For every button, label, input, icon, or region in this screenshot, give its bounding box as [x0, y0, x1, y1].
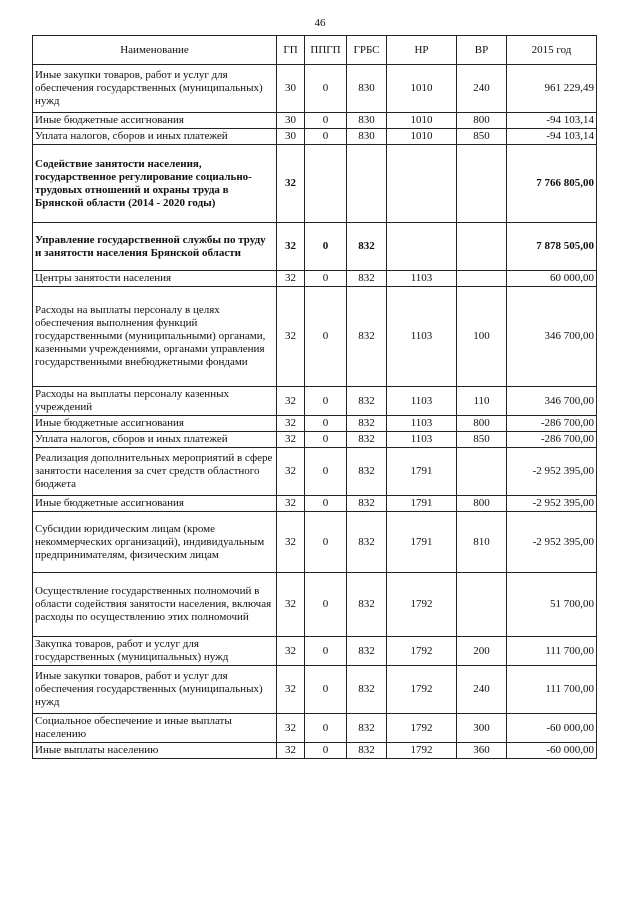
- row-name: Иные закупки товаров, работ и услуг для обеспечения государственных (муниципальных) нужд: [33, 65, 277, 113]
- row-amount: 961 229,49: [507, 65, 597, 113]
- row-pgp: 0: [305, 496, 347, 512]
- row-grbs: 832: [347, 448, 387, 496]
- row-vr: [457, 573, 507, 637]
- row-amount: -94 103,14: [507, 129, 597, 145]
- row-nr: 1010: [387, 129, 457, 145]
- row-gp: 32: [277, 637, 305, 666]
- row-pgp: 0: [305, 113, 347, 129]
- row-pgp: 0: [305, 666, 347, 714]
- row-grbs: 832: [347, 743, 387, 759]
- table-row: [33, 496, 597, 512]
- row-amount: 60 000,00: [507, 271, 597, 287]
- row-amount: 7 878 505,00: [507, 223, 597, 271]
- row-pgp: 0: [305, 271, 347, 287]
- row-vr: 800: [457, 496, 507, 512]
- row-vr: 850: [457, 432, 507, 448]
- table-row: [33, 223, 597, 271]
- row-vr: 240: [457, 65, 507, 113]
- table-row: [33, 129, 597, 145]
- row-gp: 32: [277, 223, 305, 271]
- table-row: [33, 666, 597, 714]
- row-name: Социальное обеспечение и иные выплаты населению: [33, 714, 277, 743]
- table-row: [33, 65, 597, 113]
- row-name: Расходы на выплаты персоналу казенных учреждений: [33, 387, 277, 416]
- row-gp: 32: [277, 287, 305, 387]
- table-row: [33, 145, 597, 223]
- row-vr: 800: [457, 113, 507, 129]
- table-header-row: [33, 36, 597, 65]
- row-gp: 32: [277, 387, 305, 416]
- row-vr: [457, 448, 507, 496]
- header-name: Наименование: [33, 36, 277, 65]
- row-pgp: 0: [305, 637, 347, 666]
- table-row: [33, 714, 597, 743]
- row-amount: -2 952 395,00: [507, 496, 597, 512]
- row-pgp: 0: [305, 448, 347, 496]
- row-nr: 1792: [387, 573, 457, 637]
- row-name: Уплата налогов, сборов и иных платежей: [33, 129, 277, 145]
- header-nr: НР: [387, 36, 457, 65]
- row-amount: -60 000,00: [507, 714, 597, 743]
- table-row: [33, 637, 597, 666]
- row-nr: 1010: [387, 113, 457, 129]
- row-pgp: 0: [305, 432, 347, 448]
- row-vr: 200: [457, 637, 507, 666]
- row-vr: 100: [457, 287, 507, 387]
- row-name: Центры занятости населения: [33, 271, 277, 287]
- row-pgp: 0: [305, 129, 347, 145]
- row-gp: 32: [277, 714, 305, 743]
- row-vr: 240: [457, 666, 507, 714]
- row-grbs: [347, 145, 387, 223]
- row-name: Субсидии юридическим лицам (кроме некоммерческих организаций), индивидуальным предпринимателям, физическим лицам: [33, 512, 277, 573]
- row-gp: 32: [277, 743, 305, 759]
- row-gp: 32: [277, 512, 305, 573]
- row-grbs: 832: [347, 287, 387, 387]
- row-grbs: 832: [347, 387, 387, 416]
- row-nr: 1791: [387, 448, 457, 496]
- row-grbs: 832: [347, 416, 387, 432]
- row-vr: [457, 145, 507, 223]
- row-nr: 1103: [387, 387, 457, 416]
- row-amount: -2 952 395,00: [507, 512, 597, 573]
- row-gp: 32: [277, 448, 305, 496]
- row-amount: 51 700,00: [507, 573, 597, 637]
- row-nr: [387, 145, 457, 223]
- row-gp: 30: [277, 65, 305, 113]
- row-vr: [457, 223, 507, 271]
- row-gp: 32: [277, 573, 305, 637]
- row-vr: [457, 271, 507, 287]
- row-pgp: [305, 145, 347, 223]
- row-gp: 30: [277, 113, 305, 129]
- row-name: Реализация дополнительных мероприятий в сфере занятости населения за счет средств областного бюджета: [33, 448, 277, 496]
- row-nr: 1103: [387, 432, 457, 448]
- row-grbs: 832: [347, 512, 387, 573]
- row-vr: 850: [457, 129, 507, 145]
- header-pgp: ППГП: [305, 36, 347, 65]
- table-row: [33, 448, 597, 496]
- row-gp: 32: [277, 666, 305, 714]
- row-nr: 1792: [387, 666, 457, 714]
- row-grbs: 832: [347, 573, 387, 637]
- row-amount: -286 700,00: [507, 432, 597, 448]
- row-pgp: 0: [305, 512, 347, 573]
- row-name: Иные бюджетные ассигнования: [33, 113, 277, 129]
- row-gp: 32: [277, 416, 305, 432]
- header-vr: ВР: [457, 36, 507, 65]
- row-amount: 111 700,00: [507, 637, 597, 666]
- row-pgp: 0: [305, 416, 347, 432]
- row-vr: 800: [457, 416, 507, 432]
- row-nr: 1792: [387, 637, 457, 666]
- row-name: Управление государственной службы по труду и занятости населения Брянской области: [33, 223, 277, 271]
- row-grbs: 832: [347, 637, 387, 666]
- row-vr: 360: [457, 743, 507, 759]
- table-row: [33, 432, 597, 448]
- row-name: Иные выплаты населению: [33, 743, 277, 759]
- row-amount: 346 700,00: [507, 287, 597, 387]
- row-name: Содействие занятости населения, государственное регулирование социально-трудовых отношений и охраны труда в Брянской области (2014 - 2020 годы): [33, 145, 277, 223]
- row-gp: 32: [277, 432, 305, 448]
- row-amount: 111 700,00: [507, 666, 597, 714]
- row-pgp: 0: [305, 573, 347, 637]
- row-pgp: 0: [305, 65, 347, 113]
- row-name: Закупка товаров, работ и услуг для государственных (муниципальных) нужд: [33, 637, 277, 666]
- row-grbs: 832: [347, 223, 387, 271]
- table-row: [33, 743, 597, 759]
- row-gp: 32: [277, 145, 305, 223]
- row-vr: 300: [457, 714, 507, 743]
- row-amount: -94 103,14: [507, 113, 597, 129]
- row-pgp: 0: [305, 223, 347, 271]
- header-gp: ГП: [277, 36, 305, 65]
- row-pgp: 0: [305, 743, 347, 759]
- row-name: Расходы на выплаты персоналу в целях обеспечения выполнения функций государственными (муниципальными) органами, казенными учреждениями, органами управления государственными внебюджетными фондами: [33, 287, 277, 387]
- page-number: 46: [314, 17, 326, 29]
- row-gp: 32: [277, 496, 305, 512]
- row-grbs: 830: [347, 65, 387, 113]
- row-pgp: 0: [305, 714, 347, 743]
- row-gp: 32: [277, 271, 305, 287]
- row-nr: 1103: [387, 416, 457, 432]
- row-nr: 1791: [387, 512, 457, 573]
- table-row: [33, 416, 597, 432]
- row-pgp: 0: [305, 387, 347, 416]
- row-grbs: 830: [347, 113, 387, 129]
- row-grbs: 832: [347, 496, 387, 512]
- row-name: Осуществление государственных полномочий в области содействия занятости населения, включая расходы по осуществлению этих полномочий: [33, 573, 277, 637]
- row-vr: 810: [457, 512, 507, 573]
- table-row: [33, 573, 597, 637]
- row-name: Иные бюджетные ассигнования: [33, 416, 277, 432]
- table-row: [33, 387, 597, 416]
- row-grbs: 832: [347, 666, 387, 714]
- budget-table: [32, 35, 597, 759]
- row-amount: 346 700,00: [507, 387, 597, 416]
- row-nr: 1792: [387, 714, 457, 743]
- row-name: Уплата налогов, сборов и иных платежей: [33, 432, 277, 448]
- table-row: [33, 512, 597, 573]
- row-grbs: 832: [347, 271, 387, 287]
- row-pgp: 0: [305, 287, 347, 387]
- row-gp: 30: [277, 129, 305, 145]
- row-amount: 7 766 805,00: [507, 145, 597, 223]
- row-nr: 1103: [387, 271, 457, 287]
- row-nr: [387, 223, 457, 271]
- row-nr: 1791: [387, 496, 457, 512]
- row-nr: 1010: [387, 65, 457, 113]
- row-grbs: 832: [347, 714, 387, 743]
- table-row: [33, 287, 597, 387]
- row-grbs: 830: [347, 129, 387, 145]
- row-amount: -286 700,00: [507, 416, 597, 432]
- header-year: 2015 год: [507, 36, 597, 65]
- row-amount: -60 000,00: [507, 743, 597, 759]
- table-row: [33, 113, 597, 129]
- header-grbs: ГРБС: [347, 36, 387, 65]
- row-grbs: 832: [347, 432, 387, 448]
- row-nr: 1103: [387, 287, 457, 387]
- table-row: [33, 271, 597, 287]
- row-nr: 1792: [387, 743, 457, 759]
- row-amount: -2 952 395,00: [507, 448, 597, 496]
- row-name: Иные бюджетные ассигнования: [33, 496, 277, 512]
- row-vr: 110: [457, 387, 507, 416]
- row-name: Иные закупки товаров, работ и услуг для обеспечения государственных (муниципальных) нужд: [33, 666, 277, 714]
